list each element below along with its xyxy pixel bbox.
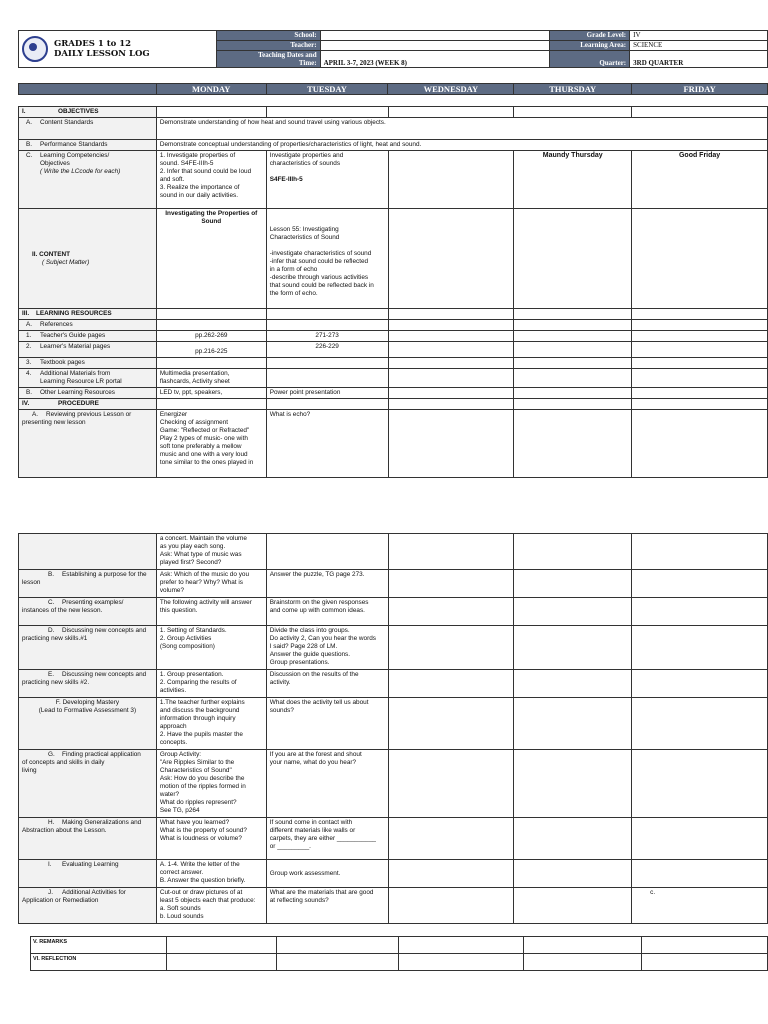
procedure-g-label: G. Finding practical application of concepts and skills in daily living [19,750,157,818]
cell [514,670,632,698]
table-row [19,369,768,388]
procedure-j-monday: Cut-out or draw pictures of at least 5 objects each that produce: a. Soft sounds b. Loud sounds [156,888,266,924]
cell [632,369,768,388]
content-label: II. CONTENT ( Subject Matter) [19,209,157,309]
log-title [54,39,150,59]
table-row [19,818,768,860]
cell [388,626,514,670]
other-resources-tuesday: Power point presentation [266,388,388,399]
cell [632,670,768,698]
procedure-e-monday: 1. Group presentation. 2. Comparing the results of activities. [156,670,266,698]
title-line-2: DAILY LESSON LOG [53,49,150,59]
cell [514,888,632,924]
lesson-table-page1 [18,106,768,478]
remarks-table [30,936,768,971]
cell [514,750,632,818]
section-row [19,107,768,118]
days-header-blank [19,84,157,95]
table-row [19,626,768,670]
cell [632,342,768,358]
procedure-f-monday: 1.The teacher further explains and discuss the background information through inquiry approach 2. Have the pupils master the concepts. [156,698,266,750]
day-friday: FRIDAY [632,84,768,95]
remarks-friday[interactable] [642,937,768,954]
cell [388,670,514,698]
cell [388,309,514,320]
table-row [19,410,768,478]
reflection-wednesday[interactable] [398,954,524,971]
cell [266,358,388,369]
cell [632,388,768,399]
cell [388,750,514,818]
dates-label [216,51,320,68]
lm-pages-tuesday: 226-229 [266,342,388,358]
procedure-i-monday: A. 1-4. Write the letter of the correct answer. B. Answer the question briefly. [156,860,266,888]
procedure-d-monday: 1. Setting of Standards. 2. Group Activities (Song composition) [156,626,266,670]
day-wednesday: WEDNESDAY [388,84,514,95]
cell [514,399,632,410]
table-row [19,209,768,309]
remarks-wednesday[interactable] [398,937,524,954]
cell [156,399,266,410]
procedure-i-tuesday: Group work assessment. [266,860,388,888]
header-table [18,30,768,68]
other-resources-monday: LED tv, ppt, speakers, [156,388,266,399]
teacher-label: Teacher: [216,41,320,51]
remarks-tuesday[interactable] [276,937,398,954]
table-row [19,320,768,331]
tg-pages-monday: pp.262-269 [156,331,266,342]
procedure-a-monday-cont: a concert. Maintain the volume as you play each song. Ask: What type of music was played first? Second? [156,534,266,570]
procedure-f-tuesday: What does the activity tell us about sounds? [266,698,388,750]
procedure-title: IV. PROCEDURE [19,399,157,410]
cell [632,410,768,478]
cell [632,750,768,818]
day-tuesday: TUESDAY [266,84,388,95]
tg-pages-label: 1. Teacher's Guide pages [19,331,157,342]
procedure-c-label: C. Presenting examples/ instances of the new lesson. [19,598,157,626]
competencies-friday: Good Friday [632,151,768,209]
cell [388,698,514,750]
procedure-a-tuesday: What is echo? [266,410,388,478]
table-row [19,331,768,342]
procedure-h-label: H. Making Generalizations and Abstraction about the Lesson. [19,818,157,860]
procedure-j-tuesday: What are the materials that are good at reflecting sounds? [266,888,388,924]
procedure-d-label: D. Discussing new concepts and practicing new skills.#1 [19,626,157,670]
cell [156,309,266,320]
competencies-monday: 1. Investigate properties of sound. S4FE-IIIh-5 2. Infer that sound could be loud and soft. 3. Realize the importance of sound in our daily activities. [156,151,266,209]
remarks-monday[interactable] [166,937,276,954]
cell [514,860,632,888]
cell [388,107,514,118]
cell [632,399,768,410]
table-row [19,860,768,888]
performance-standards-label: B. Performance Standards [19,140,157,151]
cell [632,570,768,598]
content-tuesday: Lesson 55: Investigating Characteristics of Sound -investigate characteristics of sound -infer that sound could be reflected in a form of echo -describe through various activities that sound could be reflected back in the form of echo. [266,209,388,309]
day-thursday: THURSDAY [514,84,632,95]
cell [632,860,768,888]
cell [514,570,632,598]
procedure-g-monday: Group Activity: "Are Ripples Similar to the Characteristics of Sound" Ask: How do you describe the motion of the ripples formed in water? What do ripples represent? See TG, p264 [156,750,266,818]
cell [632,309,768,320]
table-row [19,140,768,151]
cell [388,598,514,626]
cell [266,107,388,118]
header-title-cell [19,31,217,68]
cell [514,818,632,860]
cell [632,320,768,331]
dates-label-2: Time: [298,59,317,67]
table-row [19,534,768,570]
reflection-label: VI. REFLECTION [31,954,167,971]
cell [266,320,388,331]
procedure-e-label: E. Discussing new concepts and practicing new skills #2. [19,670,157,698]
procedure-b-tuesday: Answer the puzzle, TG page 273. [266,570,388,598]
cell [156,107,266,118]
cell [514,698,632,750]
cell [514,388,632,399]
procedure-c-tuesday: Brainstorm on the given responses and come up with common ideas. [266,598,388,626]
competencies-label: C. Learning Competencies/ Objectives ( Write the LCcode for each) [19,151,157,209]
title-line-1: GRADES 1 to 12 [53,39,132,49]
cell [632,534,768,570]
cell [388,570,514,598]
table-row [19,570,768,598]
dates-value[interactable]: APRIL 3-7, 2023 (WEEK 8) [320,51,550,68]
cell [19,534,157,570]
procedure-h-monday: What have you learned? What is the property of sound? What is loudness or volume? [156,818,266,860]
cell [388,320,514,331]
table-row [31,954,768,971]
school-field[interactable] [320,31,550,41]
references-label: A. References [19,320,157,331]
cell [388,209,514,309]
procedure-e-tuesday: Discussion on the results of the activity. [266,670,388,698]
cell [388,399,514,410]
cell [388,388,514,399]
section-row [19,399,768,410]
lesson-table-page2 [18,533,768,924]
cell [514,369,632,388]
content-standards-label: A. Content Standards [19,118,157,140]
cell [388,534,514,570]
cell [514,209,632,309]
table-row [19,388,768,399]
deped-seal-icon [22,36,48,62]
additional-materials-label: 4. Additional Materials from Learning Resource LR portal [19,369,157,388]
cell [388,358,514,369]
cell [632,598,768,626]
remarks-thursday[interactable] [524,937,642,954]
competencies-wednesday [388,151,514,209]
procedure-d-tuesday: Divide the class into groups. Do activity 2, Can you hear the words I said? Page 228 of LM. Answer the guide questions. Group presentations. [266,626,388,670]
lm-pages-monday: pp.216-225 [156,342,266,358]
cell [266,309,388,320]
cell [514,107,632,118]
section-row [19,309,768,320]
procedure-b-monday: Ask: Which of the music do you prefer to hear? Why? What is volume? [156,570,266,598]
area-label: Learning Area: [550,41,630,51]
cell [388,860,514,888]
days-header [18,83,768,95]
cell [156,320,266,331]
cell [632,209,768,309]
objectives-title: I. OBJECTIVES [19,107,157,118]
grade-label: Grade Level: [550,31,630,41]
day-monday: MONDAY [156,84,266,95]
table-row [19,358,768,369]
cell [388,369,514,388]
procedure-g-tuesday: If you are at the forest and shout your name, what do you hear? [266,750,388,818]
tg-pages-tuesday: 271-273 [266,331,388,342]
cell [514,626,632,670]
remarks-label: V. REMARKS [31,937,167,954]
cell [514,410,632,478]
procedure-a-label: A. Reviewing previous Lesson or presenting new lesson [19,410,157,478]
procedure-b-label: B. Establishing a purpose for the lesson [19,570,157,598]
procedure-c-monday: The following activity will answer this question. [156,598,266,626]
competencies-tuesday: Investigate properties and characteristics of sounds S4FE-IIIh-5 [266,151,388,209]
cell [388,818,514,860]
cell [156,358,266,369]
reflection-monday[interactable] [166,954,276,971]
cell [632,331,768,342]
other-resources-label: B. Other Learning Resources [19,388,157,399]
table-row [19,342,768,358]
procedure-f-label: F. Developing Mastery (Lead to Formative Assessment 3) [19,698,157,750]
additional-materials-monday: Multimedia presentation, flashcards, Activity sheet [156,369,266,388]
competencies-thursday: Maundy Thursday [514,151,632,209]
grade-value[interactable]: IV [630,31,768,41]
cell [514,320,632,331]
cell [632,107,768,118]
procedure-a-monday: Energizer Checking of assignment Game: "Reflected or Refracted" Play 2 types of music- one with soft tone preferably a mellow music and one with a very loud tone similar to the ones played in [156,410,266,478]
performance-standards-text: Demonstrate conceptual understanding of properties/characteristics of light, heat and sound. [156,140,767,151]
table-row [19,750,768,818]
cell [514,342,632,358]
procedure-i-label: I. Evaluating Learning [19,860,157,888]
table-row [31,937,768,954]
dates-label-1: Teaching Dates and [258,51,317,59]
cell [632,626,768,670]
lm-pages-label: 2. Learner's Material pages [19,342,157,358]
quarter-label: Quarter: [550,51,630,68]
table-row [19,698,768,750]
cell [266,534,388,570]
procedure-h-tuesday: If sound come in contact with different materials like walls or carpets, they are either ___________ or _________. [266,818,388,860]
cell [388,342,514,358]
table-row [19,888,768,924]
cell [266,369,388,388]
quarter-value[interactable]: 3RD QUARTER [630,51,768,68]
table-row [19,598,768,626]
area-value[interactable]: SCIENCE [630,41,768,51]
cell [514,309,632,320]
table-row [19,118,768,140]
cell [388,331,514,342]
cell [632,698,768,750]
cell [514,358,632,369]
cell [266,399,388,410]
school-label: School: [216,31,320,41]
cell [632,818,768,860]
content-monday: Investigating the Properties of Sound [156,209,266,309]
teacher-field[interactable] [320,41,550,51]
table-row [19,151,768,209]
procedure-j-friday: c. [632,888,768,924]
cell [388,888,514,924]
reflection-tuesday[interactable] [276,954,398,971]
content-standards-text: Demonstrate understanding of how heat and sound travel using various objects. [156,118,767,140]
cell [388,410,514,478]
cell [514,598,632,626]
procedure-j-label: J. Additional Activities for Application or Remediation [19,888,157,924]
cell [514,331,632,342]
textbook-label: 3. Textbook pages [19,358,157,369]
cell [514,534,632,570]
cell [632,358,768,369]
reflection-friday[interactable] [642,954,768,971]
table-row [19,670,768,698]
resources-title: III. LEARNING RESOURCES [19,309,157,320]
reflection-thursday[interactable] [524,954,642,971]
